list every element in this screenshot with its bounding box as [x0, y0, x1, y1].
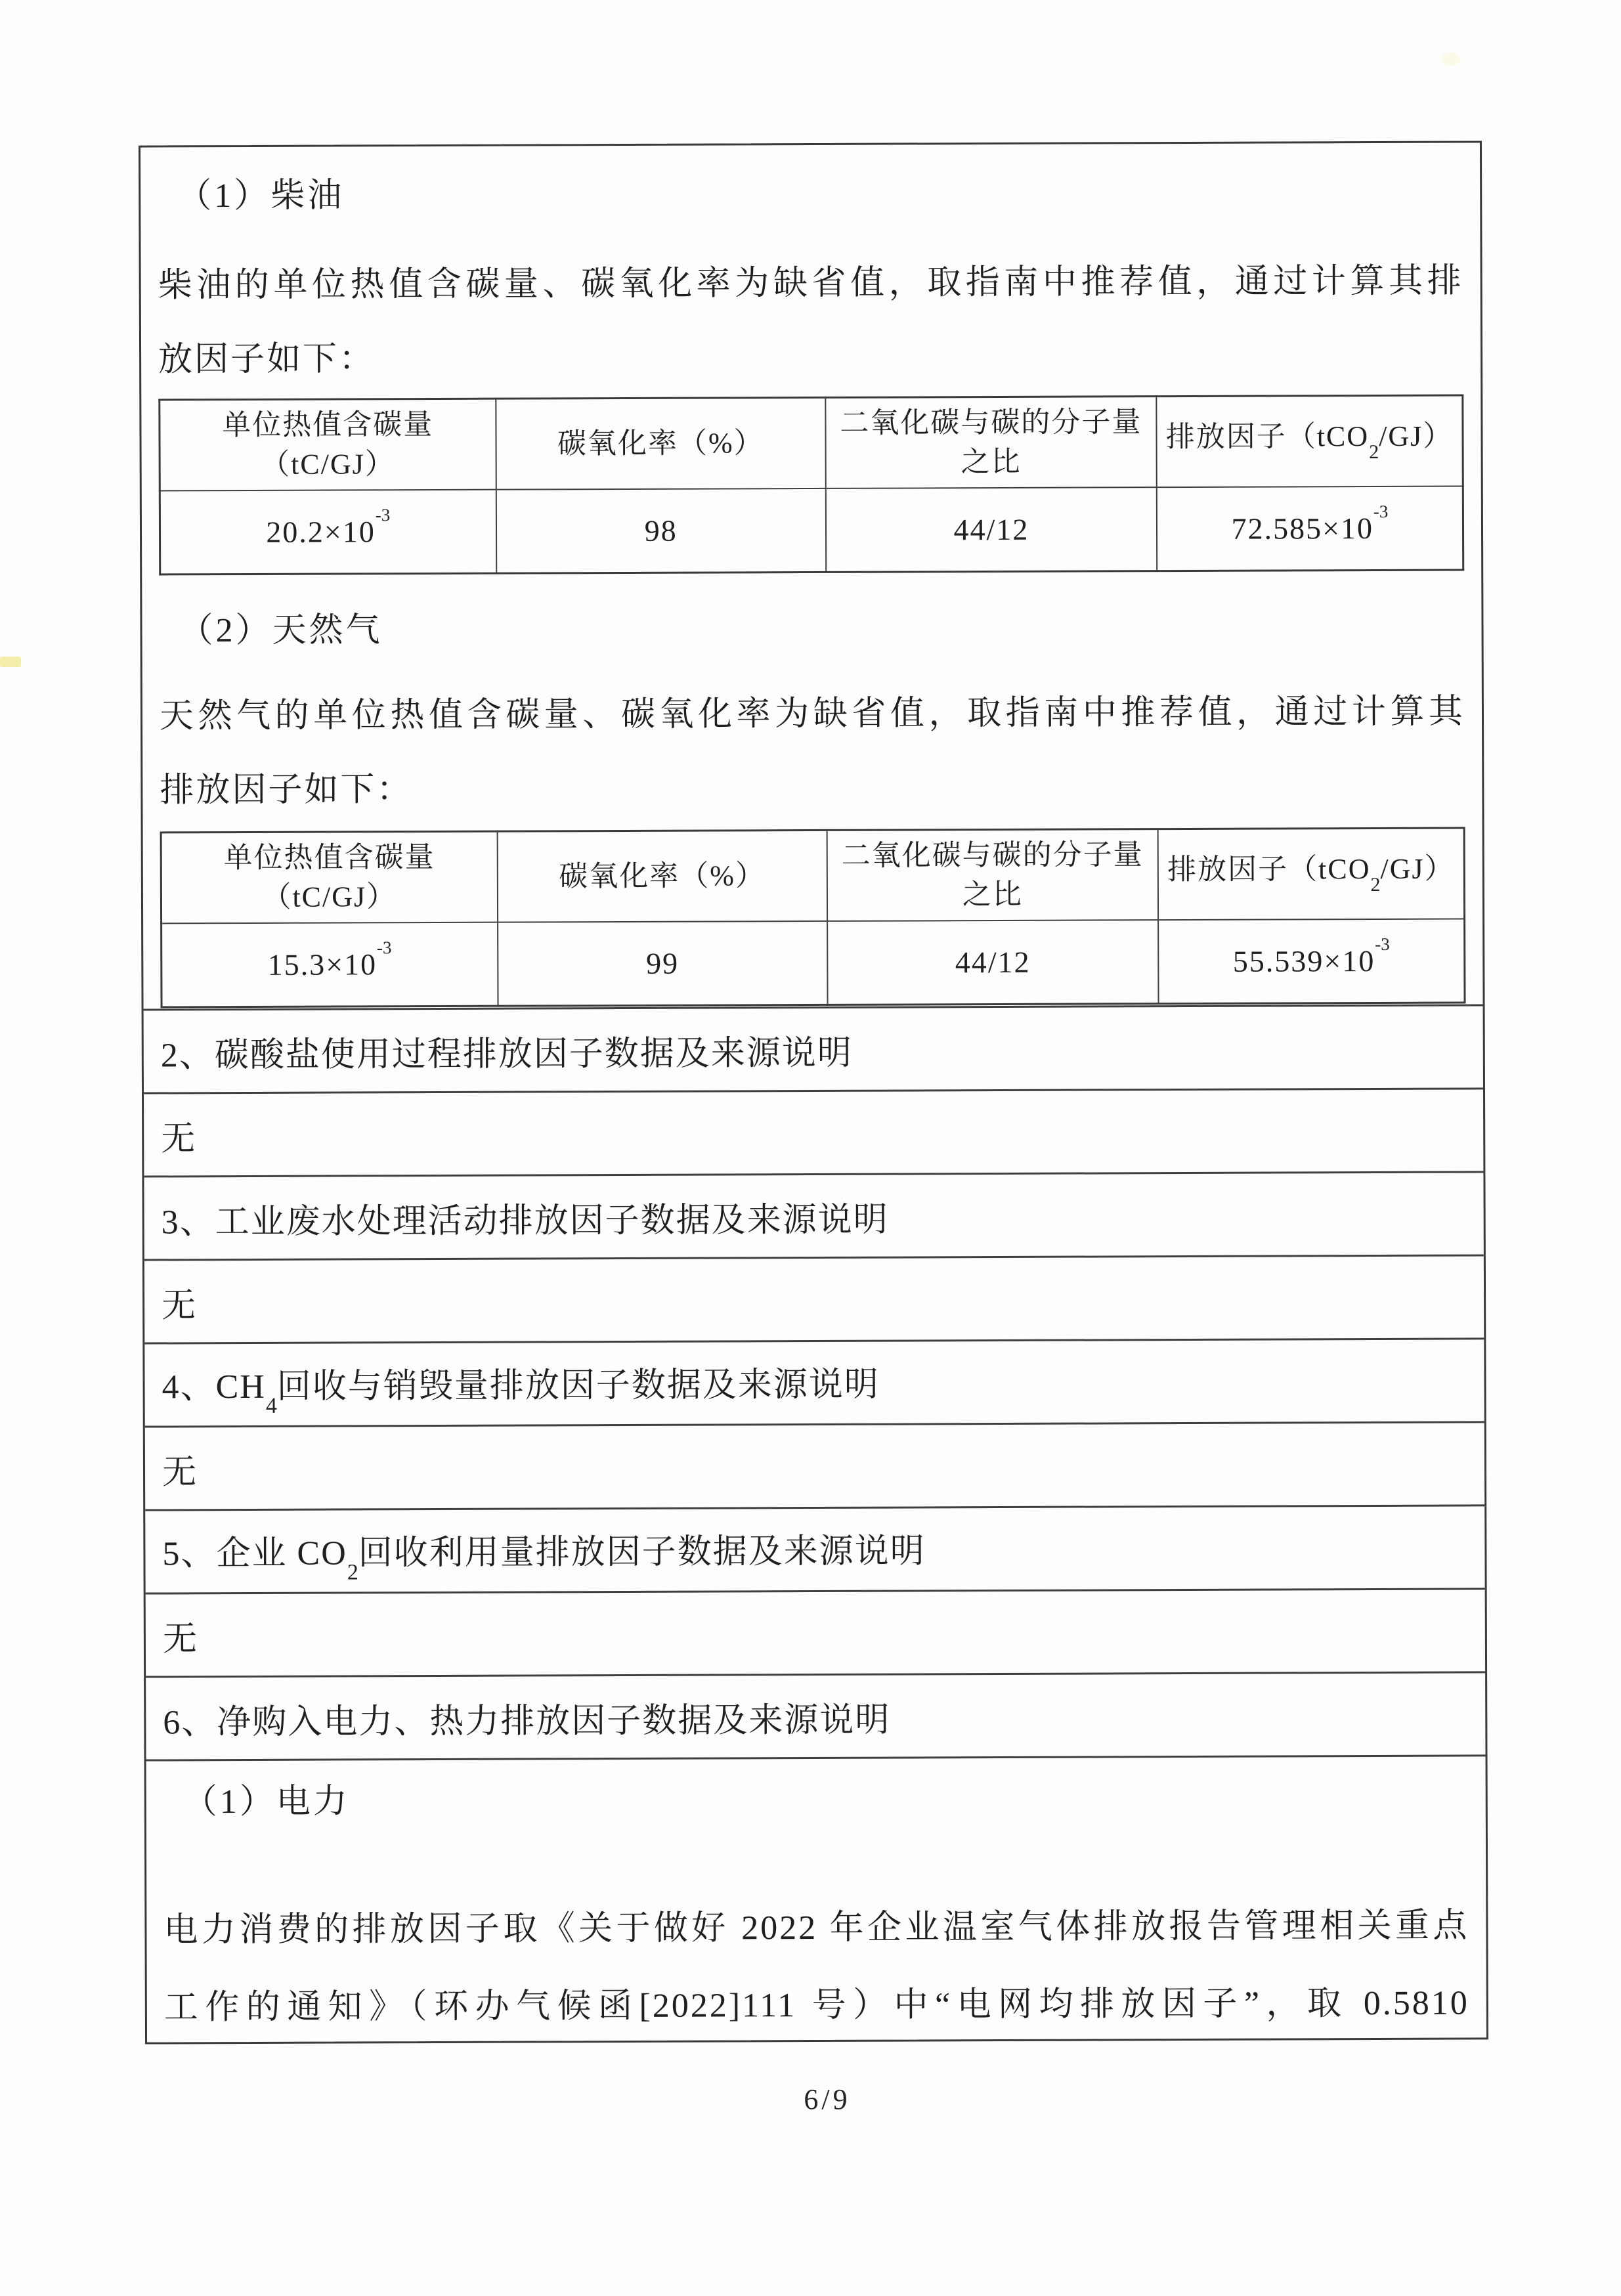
section-electricity — [146, 1754, 1486, 2042]
gas-oxidation-value: 99 — [498, 921, 828, 1006]
diesel-paragraph-line1: 柴油的单位热值含碳量、碳氧化率为缺省值，取指南中推荐值，通过计算其排 — [158, 262, 1463, 305]
section3-title-row — [144, 1171, 1483, 1259]
section6-title: 6、净购入电力、热力排放因子数据及来源说明 — [163, 1701, 891, 1741]
gas-paragraph-line2: 排放因子如下： — [160, 771, 413, 810]
section2-title: 2、碳酸盐使用过程排放因子数据及来源说明 — [160, 1034, 853, 1074]
diesel-data-row — [160, 487, 1463, 574]
section-fuel-factors — [140, 142, 1483, 1008]
section2-title-row — [144, 1004, 1483, 1092]
section5-title-row — [145, 1504, 1484, 1592]
diesel-oxidation-value: 98 — [496, 488, 826, 573]
gas-ratio-value: 44/12 — [827, 920, 1159, 1005]
diesel-paragraph-line2: 放因子如下： — [158, 340, 376, 379]
header-carbon-content: 单位热值含碳量 （tC/GJ） — [160, 399, 496, 490]
scan-smudge-left — [0, 657, 21, 667]
header-oxidation-rate: 碳氧化率（%） — [497, 830, 827, 922]
gas-factor-table — [160, 827, 1466, 1008]
gas-data-row — [162, 919, 1465, 1007]
table-header-row — [161, 828, 1464, 923]
scan-smudge-top-right — [1442, 53, 1460, 66]
section3-value-row — [144, 1254, 1484, 1342]
section5-value: 无 — [162, 1620, 199, 1658]
diesel-heading: （1）柴油 — [177, 177, 345, 215]
diesel-carbon-value: $20.2\times 10^{-3}$ — [160, 490, 496, 574]
section5-value-row — [146, 1588, 1485, 1676]
header-emission-factor: 排放因子（tCO$_2$/GJ） — [1156, 395, 1463, 487]
section3-value: 无 — [162, 1286, 198, 1324]
electricity-heading: （1）电力 — [183, 1783, 350, 1821]
electricity-paragraph-line2: 工作的通知》（环办气候函[2022]111 号）中“电网均排放因子”，取 0.5810 — [163, 1984, 1469, 2027]
gas-carbon-value: $15.3\times 10^{-3}$ — [162, 922, 498, 1007]
electricity-paragraph-line1: 电力消费的排放因子取《关于做好 2022 年企业温室气体排放报告管理相关重点 — [163, 1907, 1469, 1949]
section3-title: 3、工业废水处理活动排放因子数据及来源说明 — [161, 1201, 889, 1241]
section4-value: 无 — [162, 1453, 198, 1491]
gas-factor-value: $55.539\times 10^{-3}$ — [1158, 919, 1465, 1004]
diesel-factor-table — [158, 395, 1464, 576]
emission-factor-form — [139, 141, 1488, 2044]
section4-value-row — [145, 1421, 1484, 1509]
section2-value-row — [144, 1087, 1483, 1175]
diesel-ratio-value: 44/12 — [826, 487, 1157, 572]
page-number: 6/9 — [804, 2083, 851, 2115]
section5-title: 5、企业 $CO_2$回收利用量排放因子数据及来源说明 — [162, 1532, 926, 1585]
header-emission-factor: 排放因子（tCO$_2$/GJ） — [1158, 828, 1465, 920]
header-carbon-content: 单位热值含碳量 （tC/GJ） — [161, 831, 498, 923]
table-header-row — [160, 395, 1463, 490]
header-molecular-ratio: 二氧化碳与碳的分子量 之比 — [825, 397, 1157, 488]
header-oxidation-rate: 碳氧化率（%） — [496, 397, 826, 489]
section6-title-row — [146, 1671, 1485, 1759]
section2-value: 无 — [161, 1119, 197, 1158]
gas-heading: （2）天然气 — [179, 611, 383, 650]
diesel-factor-value: $72.585\times 10^{-3}$ — [1157, 487, 1463, 571]
section4-title: 4、$CH_4$回收与销毁量排放因子数据及来源说明 — [162, 1366, 880, 1419]
header-molecular-ratio: 二氧化碳与碳的分子量 之比 — [827, 829, 1158, 921]
section4-title-row — [144, 1337, 1484, 1425]
gas-paragraph-line1: 天然气的单位热值含碳量、碳氧化率为缺省值，取指南中推荐值，通过计算其 — [159, 693, 1465, 735]
